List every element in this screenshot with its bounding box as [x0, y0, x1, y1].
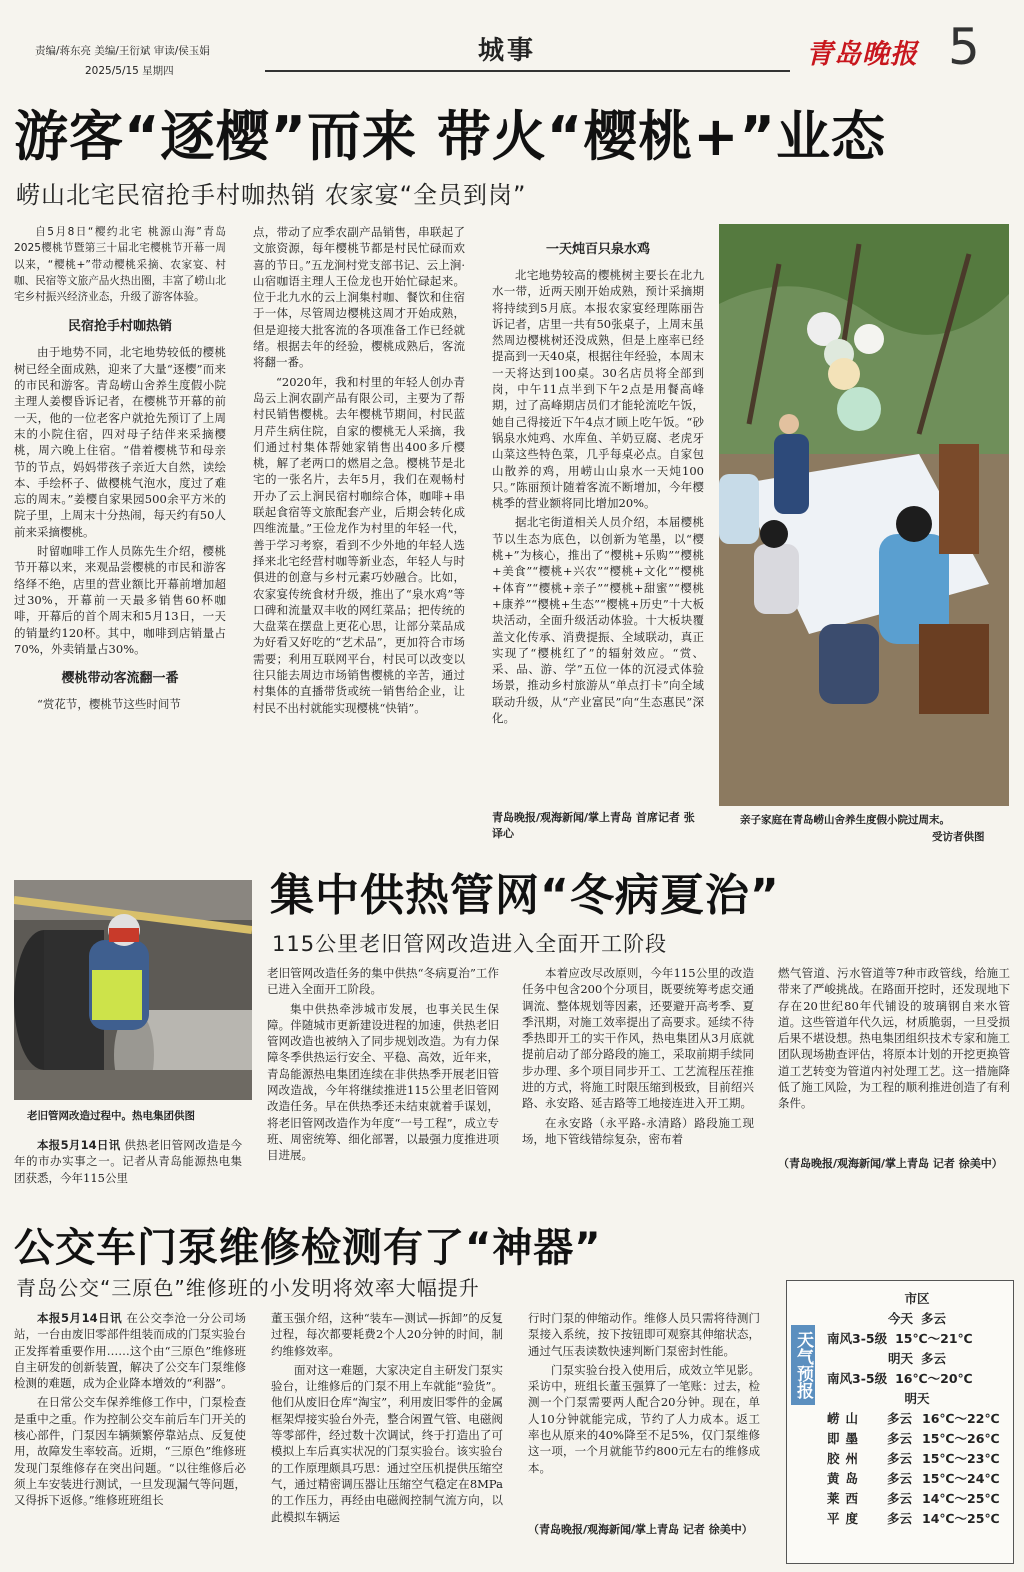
article3-col1: [14, 1310, 246, 1562]
paragraph: “2020年，我和村里的年轻人创办青岛云上涧农副产品有限公司，主要为了帮村民销售樱桃。去年樱桃节期间，村民蓝月芹生病住院，自家的樱桃无人采摘，我们通过村集体帮她家销售出400多斤樱桃，解了老两口的燃眉之急。樱桃节是北宅的一张名片，去年5月，我们在观畅村开办了云上涧民宿村咖综合体，咖啡+串联起食宿等文旅配套产业，后期会转化成四维流量。”王俭龙作为村里的年轻一代，善于学习考察，看到不少外地的年轻人选择来北宅经营村咖等新业态，年轻人与时俱进的创意与乡村元素巧妙融合。比如，农家宴传统食材升级，推出了“泉水鸡”等口碑和流量双丰收的网红菜品；把传统的大盘菜在摆盘上更花心思，让部分菜品成为好看又好吃的“艺术品”，更加符合市场需要；利用互联网平台，村民可以改变以往只能去周边市场销售樱桃的辛苦，通过村集体的直播带货或统一销售给企业，让村民不出村就能实现樱桃“快销”。: [253, 374, 465, 715]
article2-byline: （青岛晚报/观海新闻/掌上青岛 记者 徐美中）: [778, 1157, 1003, 1170]
article1-sub2: 樱桃带动客流翻一番: [61, 671, 179, 687]
city-temp: 14℃～25℃: [922, 1491, 1000, 1506]
city-name: 胶州: [827, 1451, 865, 1466]
city-cond: 多云: [887, 1411, 913, 1426]
family-photo-credit: 受访者供图: [932, 831, 985, 843]
article2-col2: [522, 965, 754, 1205]
tomorrow-temp: 16℃～20℃: [895, 1371, 973, 1386]
pipeline-photo: [14, 880, 252, 1100]
city-temp: 15℃～26℃: [922, 1431, 1000, 1446]
paragraph: 燃气管道、污水管道等7种市政管线，给施工带来了严峻挑战。在路面开挖时，还发现地下存在20世纪80年代铺设的玻璃钢自来水管道。这些管道年代久远，材质脆弱，一旦受损后果不堪设想。热电集团组织技术专家和施工团队现场勘查评估，将原本计划的开挖更换管道工艺转变为管道内衬处理工艺。这一措施降低了施工风险，为工程的顺利推进创造了有利条件。: [778, 966, 1010, 1111]
city-row: [827, 1409, 1007, 1429]
article1-col3: [492, 224, 704, 814]
article2-dateline: 本报5月14日讯: [37, 1138, 121, 1152]
city-row: [827, 1489, 1007, 1509]
paragraph: 行时门泵的伸缩动作。维修人员只需将待测门泵接入系统，按下按钮即可观察其伸缩状态，通过气压表读数快速判断门泵密封性能。: [528, 1311, 760, 1358]
weather-title: [827, 1289, 1007, 1309]
article3-dateline: 本报5月14日讯: [37, 1311, 123, 1325]
paper-logo: 青岛晚报: [806, 39, 918, 70]
tomorrow-label: 明天: [887, 1351, 913, 1366]
article1-byline: 青岛晚报/观海新闻/掌上青岛 首席记者 张译心: [492, 811, 695, 840]
city-name: 黄岛: [827, 1471, 865, 1486]
masthead-rule: [265, 70, 790, 72]
tomorrow-cond: 多云: [921, 1351, 947, 1366]
today-wind: 南风3-5级: [827, 1331, 888, 1346]
paragraph: 在日常公交车保养维修工作中，门泵检查是重中之重。作为控制公交车前后车门开关的核心部件，门泵因车辆频繁停靠站点、反复使用，故障发生率较高。近期，“三原色”维修班发现门泵维修存在突出问题。“以往维修后必须上车安装进行测试，一旦发现漏气等问题，又得拆下返修。”维修班班组长: [14, 1395, 246, 1508]
weather-title-text: 市区: [904, 1291, 930, 1306]
city-row: [827, 1449, 1007, 1469]
weather-tomorrow2-head: [827, 1389, 1007, 1409]
city-name: 即墨: [827, 1431, 865, 1446]
city-cond: 多云: [887, 1491, 913, 1506]
article1-sub3: 一天炖百只泉水鸡: [545, 242, 650, 257]
paragraph: 由于地势不同，北宅地势较低的樱桃树已经全面成熟，迎来了大量“逐樱”而来的市民和游客。青岛崂山舍养生度假小院主理人姜樱昏诉记者，在樱桃节开幕的前一天，他的一位老客户就抢先预订了上周末的小院住宿，四对母子结伴来采摘樱桃，周六晚上住宿。“借着樱桃节和母亲节的节点，妈妈带孩子亲近大自然，读绘本、手绘杯子、做樱桃气泡水，度过了难忘的周末。”姜樱自家果园500余平方米的院子里，上周末十分热闹，每天约有50人前来采摘樱桃。: [14, 345, 226, 539]
paragraph: “赏花节，樱桃节这些时间节: [37, 697, 181, 712]
article2-subheadline: 115公里老旧管网改造进入全面开工阶段: [272, 932, 668, 956]
weather-tomorrow-head: [827, 1349, 1007, 1369]
weather-today-head: [827, 1309, 1007, 1329]
city-cond: 多云: [887, 1451, 913, 1466]
city-row: [827, 1509, 1007, 1529]
tomorrow2-label: 明天: [904, 1391, 930, 1406]
city-name: 莱西: [827, 1491, 865, 1506]
weather-tomorrow-detail: [827, 1369, 1007, 1389]
tomorrow-wind: 南风3-5级: [827, 1371, 888, 1386]
family-photo-caption: 亲子家庭在青岛崂山舍养生度假小院过周末。: [740, 814, 950, 826]
article3-col2: [271, 1310, 503, 1562]
city-cond: 多云: [887, 1431, 913, 1446]
article3-col3: [528, 1310, 760, 1522]
city-temp: 15℃～24℃: [922, 1471, 1000, 1486]
city-name: 崂山: [827, 1411, 865, 1426]
paragraph: 时留咖啡工作人员陈先生介绍，樱桃节开幕以来，来观品尝樱桃的市民和游客络绎不绝，店里的营业额比开幕前增加超过30%，开幕前一天最多销售60杯咖啡，开幕后的首个周末和5月13日，一天的销量约120杯。其中，咖啡到店销量占70%，外卖销量占30%。: [14, 544, 226, 656]
city-row: [827, 1429, 1007, 1449]
paragraph: 北宅地势较高的樱桃树主要长在北九水一带，近两天刚开始成熟，预计采摘期将持续到5月底。本报农家宴经理陈丽告诉记者，店里一共有50张桌子，上周末虽然周边樱桃树还没成熟，但是上座率已经提高到一天40桌，根据往年经验，本周末一天将达到100桌。30名店员将全部到岗，中午11点半到下午2点是用餐高峰期，过了高峰期店员们才能轮流吃午饭，她自己得接近下午4点才顾上吃午饭。“砂锅泉水炖鸡、水库鱼、羊奶豆腐、老虎牙山菜这些特色菜，几乎每桌必点。自家包山散养的鸡，用崂山山泉水一天炖100只。”陈丽预计随着客流不断增加，今年樱桃季的营业额将同比增加20%。: [492, 268, 704, 511]
article2-lead: 供热老旧管网改造是今年的市办实事之一。记者从青岛能源热电集团获悉，今年115公里: [14, 1138, 242, 1185]
pipeline-photo-caption: 老旧管网改造过程中。热电集团供图: [27, 1110, 195, 1122]
paragraph: 董玉强介绍，这种“装车—测试—拆卸”的反复过程，每次都要耗费2个人20分钟的时间，制约维修效率。: [271, 1311, 503, 1358]
article3-headline: 公交车门泵维修检测有了“神器”: [14, 1225, 602, 1271]
article1-headline: 游客“逐樱”而来 带火“樱桃+”业态: [14, 105, 887, 168]
article3-byline: （青岛晚报/观海新闻/掌上青岛 记者 徐美中）: [528, 1523, 753, 1536]
city-cond: 多云: [887, 1471, 913, 1486]
article1-subheadline: 崂山北宅民宿抢手村咖热销 农家宴“全员到岗”: [16, 181, 527, 209]
city-temp: 14℃～25℃: [922, 1511, 1000, 1526]
paragraph: 点，带动了应季农副产品销售，串联起了文旅资源，每年樱桃节都是村民忙碌而欢喜的节日。”五龙涧村党支部书记、云上涧·山宿咖语主理人王俭龙也开始忙碌起来。位于北九水的云上涧集村咖、餐饮和住宿于一体，尽管周边樱桃这周才开始成熟，但是迎接大批客流的各项准备工作已经就绪。根据去年的经验，樱桃成熟后，客流将翻一番。: [253, 225, 465, 370]
city-temp: 16℃～22℃: [922, 1411, 1000, 1426]
section-title: 城事: [478, 36, 537, 66]
article3-lead: 在公交李沧一分公司场站，一台由废旧零部件组装而成的门泵实验台正发挥着重要作用……这个由“三原色”维修班自主研发的创新装置，解决了公交车门泵维修检测的难题，成为企业降本增效的“利器”。: [14, 1311, 246, 1391]
paragraph: 集中供热牵涉城市发展，也事关民生保障。伴随城市更新建设进程的加速，供热老旧管网改造也被纳入了同步规划改造。为有力保障冬季供热运行安全、平稳、高效，近年来，青岛能源热电集团连续在非供热季开展老旧管网改造战，今年将继续推进115公里老旧管网改造任务。早在供热季还未结束就着手谋划，将老旧管网改造作为年度“一号工程”，成立专班、周密统筹、细化部署，以最强力度推进项目进展。: [267, 1001, 499, 1163]
weather-content: [827, 1289, 1007, 1529]
family-photo: [719, 224, 1009, 806]
today-temp: 15℃～21℃: [895, 1331, 973, 1346]
weather-label: 天气预报: [791, 1325, 815, 1405]
city-temp: 15℃～23℃: [922, 1451, 1000, 1466]
paragraph: 门泵实验台投入使用后，成效立竿见影。采访中，班组长董玉强算了一笔账：过去，检测一个门泵需要两人配合20分钟。现在，单人10分钟就能完成，节约了人力成本。返工率也从原来的40%降至不足5%，仅门泵维修这一项，一个月就能节约800元左右的维修成本。: [528, 1362, 760, 1475]
paragraph: [14, 1137, 242, 1186]
city-name: 平度: [827, 1511, 865, 1526]
issue-date: 2025/5/15 星期四: [85, 65, 174, 77]
article1-col2: [253, 224, 465, 844]
page-number: 5: [948, 18, 980, 76]
article2-headline: 集中供热管网“冬病夏治”: [270, 870, 780, 921]
article2-col1: [267, 965, 499, 1205]
weather-box: [786, 1280, 1014, 1564]
city-cond: 多云: [887, 1511, 913, 1526]
today-label: 今天: [887, 1311, 913, 1326]
paragraph: 据北宅街道相关人员介绍，本届樱桃节以生态为底色，以创新为笔墨，以“樱桃+”为核心，推出了“樱桃+乐购”“樱桃+美食”“樱桃+兴农”“樱桃+文化”“樱桃+体育”“樱桃+亲子”“樱桃+甜蜜”“樱桃+康养”“樱桃+生态”“樱桃+历史”十大板块活动，全面升级活动体验。十大板块覆盖文化传承、消费提振、全域联动，真正实现了“樱桃红了”的辐射效应。“赏、采、品、游、学”五位一体的沉浸式体验场景，推动乡村旅游从“单点打卡”向全域联动升级，从“产业富民”向“生态惠民”深化。: [492, 515, 704, 726]
city-row: [827, 1469, 1007, 1489]
article1-sub1: 民宿抢手村咖热销: [67, 319, 172, 335]
pipeline-photo-illustration: [14, 880, 252, 1100]
family-photo-illustration: [719, 224, 1009, 806]
paragraph: [14, 1310, 246, 1391]
article3-subheadline: 青岛公交“三原色”维修班的小发明将效率大幅提升: [16, 1276, 480, 1300]
paragraph: 面对这一难题，大家决定自主研发门泵实验台，让维修后的门泵不用上车就能“验货”。他们从废旧仓库“淘宝”，利用废旧零件的金属框架焊接实验台外壳，整合闲置气管、电磁阀等零部件，经过数十次调试，终于打造出了可模拟上车后真实状况的门泵实验台。该实验台的工作原理颇具巧思：通过空压机提供压缩空气，通过精密调压器让压缩空气稳定在8MPa的工作压力，再经由电磁阀控制气流方向，以此模拟车辆运: [271, 1362, 503, 1524]
editors-line: 责编/蒋东亮 美编/王衍斌 审读/侯玉娟: [35, 45, 210, 57]
today-cond: 多云: [921, 1311, 947, 1326]
paragraph: 本着应改尽改原则，今年115公里的改造任务中包含200个分项目，既要统筹考虑交通调流、整体规划等因素，还要避开高考季、夏季汛期，对施工效率提出了高要求。延续不待季热即开工的实干作风，热电集团从3月底就提前启动了部分路段的施工，采取前期手续同步办理、多个项目同步开工、工艺流程压茬推进的方式，将施工时限压缩到极致，目前绍兴路、永安路、延吉路等工地接连进入开工期。: [522, 966, 754, 1111]
paragraph: 在永安路（永平路-永清路）路段施工现场，地下管线错综复杂，密布着: [522, 1115, 754, 1146]
article2-lead-col: [14, 1137, 242, 1197]
article1-lead: 自5月8日“樱约北宅 桃源山海”青岛2025樱桃节暨第三十届北宅樱桃节开幕一周以来，“樱桃+”带动樱桃采摘、农家宴、村咖、民宿等文旅产品火热出圈，丰富了崂山北宅乡村振兴经济业态，升级了游客体验。: [14, 226, 226, 304]
article1-col1: [14, 224, 226, 844]
weather-today-detail: [827, 1329, 1007, 1349]
article2-col3: [778, 965, 1010, 1150]
paragraph: 老旧管网改造任务的集中供热“冬病夏治”工作已进入全面开工阶段。: [267, 966, 499, 997]
